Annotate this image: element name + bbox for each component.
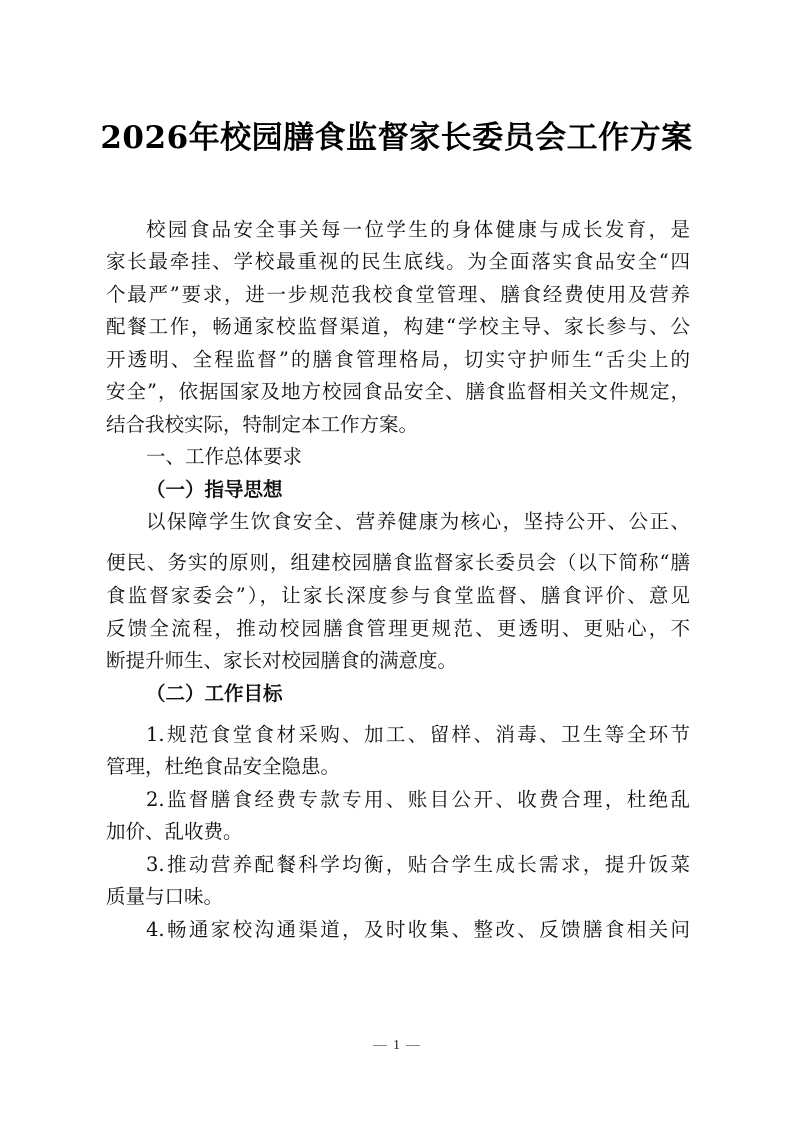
paragraph-line: 食监督家委会”），让家长深度参与食堂监督、膳食评价、意见	[106, 584, 690, 607]
paragraph-line: 管理，杜绝食品安全隐患。	[106, 755, 341, 778]
paragraph-line: 2.监督膳食经费专款专用、账目公开、收费合理，杜绝乱	[146, 788, 690, 811]
paragraph-line: 家长最牵挂、学校最重视的民生底线。为全面落实食品安全“四	[106, 250, 690, 273]
paragraph-line: 4.畅通家校沟通渠道，及时收集、整改、反馈膳食相关问	[146, 918, 690, 941]
paragraph-line: 开透明、全程监督”的膳食管理格局，切实守护师生“舌尖上的	[106, 348, 690, 371]
paragraph-line: 质量与口味。	[106, 885, 224, 908]
paragraph-line: 1.规范食堂食材采购、加工、留样、消毒、卫生等全环节	[146, 723, 690, 746]
dash-left	[373, 1045, 387, 1046]
paragraph-line: 校园食品安全事关每一位学生的身体健康与成长发育，是	[146, 218, 690, 241]
paragraph-line: 加价、乱收费。	[106, 820, 243, 843]
section-heading: （二）工作目标	[146, 682, 283, 705]
page-number	[0, 1038, 793, 1054]
document-title: 2026年校园膳食监督家长委员会工作方案	[100, 120, 693, 156]
paragraph-line: 配餐工作，畅通家校监督渠道，构建“学校主导、家长参与、公	[106, 315, 690, 338]
dash-right	[406, 1045, 420, 1046]
paragraph-line: 反馈全流程，推动校园膳食管理更规范、更透明、更贴心，不	[106, 617, 690, 640]
paragraph-line: 断提升师生、家长对校园膳食的满意度。	[106, 649, 458, 672]
paragraph-line: 个最严”要求，进一步规范我校食堂管理、膳食经费使用及营养	[106, 283, 690, 306]
paragraph-line: 安全”，依据国家及地方校园食品安全、膳食监督相关文件规定，	[106, 380, 690, 403]
section-heading: （一）指导思想	[146, 478, 283, 501]
page-number-value: 1	[393, 1038, 400, 1053]
paragraph-line: 便民、务实的原则，组建校园膳食监督家长委员会（以下简称“膳	[106, 551, 690, 574]
paragraph-line: 结合我校实际，特制定本工作方案。	[106, 413, 419, 436]
paragraph-line: 以保障学生饮食安全、营养健康为核心，坚持公开、公正、	[146, 510, 690, 533]
paragraph-line: 一、工作总体要求	[146, 445, 303, 468]
paragraph-line: 3.推动营养配餐科学均衡，贴合学生成长需求，提升饭菜	[146, 853, 690, 876]
